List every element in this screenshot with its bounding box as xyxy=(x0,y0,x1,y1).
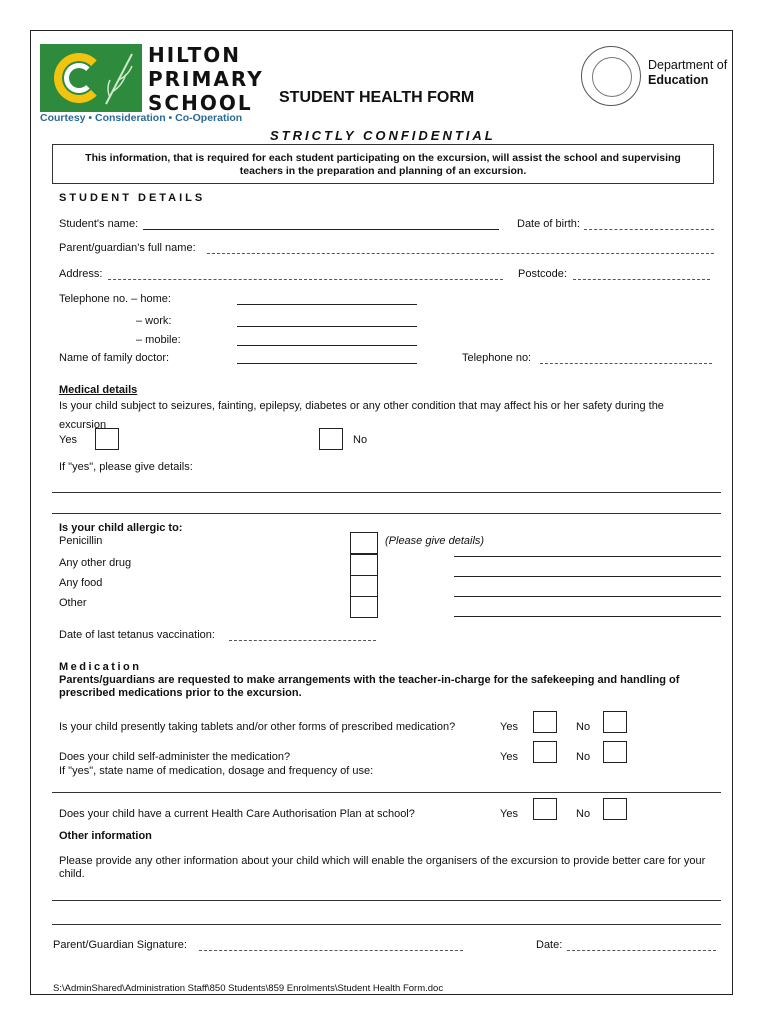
medication-q2-no-label: No xyxy=(576,751,591,763)
other-info-text: Please provide any other information about your child which will enable the organisers of the excursion to provide better care for your child. xyxy=(59,855,706,880)
leaf-icon xyxy=(102,48,138,108)
medication-q3-yes-checkbox[interactable] xyxy=(533,798,557,820)
medical-details-line-2[interactable] xyxy=(52,513,721,514)
school-motto: Courtesy • Consideration • Co-Operation xyxy=(40,112,243,124)
allergy-other-label: Other xyxy=(59,597,87,609)
phone-work-label: – work: xyxy=(136,315,172,327)
doctor-label: Name of family doctor: xyxy=(59,352,170,364)
dob-label: Date of birth: xyxy=(517,218,580,230)
school-name-line3: SCHOOL xyxy=(148,91,253,115)
allergy-food-label: Any food xyxy=(59,577,103,589)
confidential-label: STRICTLY CONFIDENTIAL xyxy=(270,128,496,143)
medication-q2-yes-label: Yes xyxy=(500,751,518,763)
medical-no-label: No xyxy=(353,434,368,446)
allergy-drug-label: Any other drug xyxy=(59,557,132,569)
medication-q2-yes-checkbox[interactable] xyxy=(533,741,557,763)
school-name-line2: PRIMARY xyxy=(148,67,264,91)
date-field[interactable] xyxy=(567,950,716,951)
signature-field[interactable] xyxy=(199,950,463,951)
allergy-penicillin-checkbox[interactable] xyxy=(350,532,378,554)
government-seal xyxy=(581,46,641,106)
other-info-heading: Other information xyxy=(59,830,152,842)
medication-q2: Does your child self-administer the medication? xyxy=(59,751,291,763)
student-name-field[interactable] xyxy=(143,229,499,230)
medical-details-line-1[interactable] xyxy=(52,492,721,493)
allergy-other-checkbox[interactable] xyxy=(350,596,378,618)
medication-q1-no-checkbox[interactable] xyxy=(603,711,627,733)
allergy-details-line-3[interactable] xyxy=(454,596,721,597)
allergy-details-line-1[interactable] xyxy=(454,556,721,557)
phone-mobile-label: – mobile: xyxy=(136,334,181,346)
medication-q2-no-checkbox[interactable] xyxy=(603,741,627,763)
address-field[interactable] xyxy=(108,279,503,280)
dob-field[interactable] xyxy=(584,229,714,230)
parent-name-label: Parent/guardian's full name: xyxy=(59,242,196,254)
doctor-phone-field[interactable] xyxy=(540,363,712,364)
medical-no-checkbox[interactable] xyxy=(319,428,343,450)
medication-details-line[interactable] xyxy=(52,792,721,793)
medical-yes-label: Yes xyxy=(59,434,77,446)
doctor-phone-label: Telephone no: xyxy=(462,352,532,364)
tetanus-label: Date of last tetanus vaccination: xyxy=(59,629,215,641)
allergy-drug-checkbox[interactable] xyxy=(350,554,378,576)
allergy-details-line-4[interactable] xyxy=(454,616,721,617)
medication-q1-yes-checkbox[interactable] xyxy=(533,711,557,733)
medication-q1-yes-label: Yes xyxy=(500,721,518,733)
medication-note: Parents/guardians are requested to make arrangements with the teacher-in-charge for the safekeeping and handling of prescribed medications prior to the excursion. xyxy=(59,674,680,699)
doctor-field[interactable] xyxy=(237,363,417,364)
postcode-field[interactable] xyxy=(573,279,710,280)
medication-q3-yes-label: Yes xyxy=(500,808,518,820)
student-name-label: Student's name: xyxy=(59,218,139,230)
postcode-label: Postcode: xyxy=(518,268,567,280)
medication-heading: Medication xyxy=(59,661,142,673)
signature-label: Parent/Guardian Signature: xyxy=(53,939,187,951)
school-logo xyxy=(40,44,142,112)
other-info-line-2[interactable] xyxy=(52,924,721,925)
phone-home-label: Telephone no. – home: xyxy=(59,293,171,305)
medication-q2-details: If "yes", state name of medication, dosage and frequency of use: xyxy=(59,765,374,777)
medication-q1: Is your child presently taking tablets and/or other forms of prescribed medication? xyxy=(59,721,456,733)
medication-q3-no-checkbox[interactable] xyxy=(603,798,627,820)
medical-question: Is your child subject to seizures, fainting, epilepsy, diabetes or any other condition that may affect his or her safety during the excursion xyxy=(59,400,664,431)
medication-q3-no-label: No xyxy=(576,808,591,820)
tetanus-field[interactable] xyxy=(229,640,376,641)
medical-yes-checkbox[interactable] xyxy=(95,428,119,450)
form-title: STUDENT HEALTH FORM xyxy=(279,89,475,106)
medication-q1-no-label: No xyxy=(576,721,591,733)
parent-name-field[interactable] xyxy=(207,253,714,254)
department-name: Department of Education xyxy=(648,58,728,87)
phone-mobile-field[interactable] xyxy=(237,345,417,346)
student-details-heading: STUDENT DETAILS xyxy=(59,192,206,204)
allergy-food-checkbox[interactable] xyxy=(350,575,378,597)
allergy-heading: Is your child allergic to: xyxy=(59,522,183,534)
address-label: Address: xyxy=(59,268,103,280)
file-path: S:\AdminShared\Administration Staff\850 Students\859 Enrolments\Student Health Form.doc xyxy=(53,983,444,994)
date-label: Date: xyxy=(536,939,563,951)
intro-box: This information, that is required for each student participating on the excursion, will assist the school and supervising teachers in the preparation and planning of an excursion. xyxy=(52,144,714,184)
medical-details-heading: Medical details xyxy=(59,384,138,396)
phone-home-field[interactable] xyxy=(237,304,417,305)
allergy-details-hint: (Please give details) xyxy=(385,535,485,547)
other-info-line-1[interactable] xyxy=(52,900,721,901)
allergy-details-line-2[interactable] xyxy=(454,576,721,577)
medication-q3: Does your child have a current Health Care Authorisation Plan at school? xyxy=(59,808,415,820)
phone-work-field[interactable] xyxy=(237,326,417,327)
allergy-penicillin-label: Penicillin xyxy=(59,535,103,547)
medical-details-label: If "yes", please give details: xyxy=(59,461,193,473)
school-name-line1: HILTON xyxy=(148,43,241,67)
